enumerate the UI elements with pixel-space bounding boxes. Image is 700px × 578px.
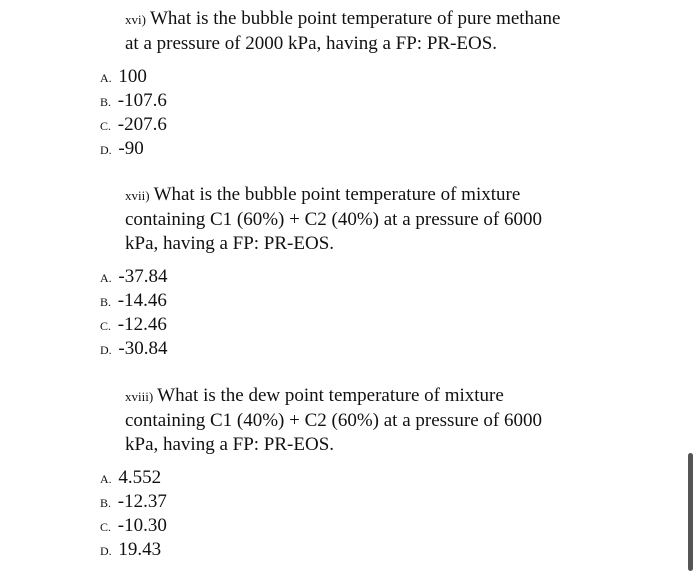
option-b[interactable]: B. -107.6 — [100, 90, 167, 111]
option-c[interactable]: C. -12.46 — [100, 314, 167, 335]
question-text — [110, 384, 630, 457]
question-text — [110, 183, 630, 256]
question-number: xviii) — [125, 389, 154, 404]
question-17 — [100, 183, 630, 359]
question-line: at a pressure of 2000 kPa, having a FP: PR-EOS. — [125, 33, 498, 54]
option-a[interactable]: A. 100 — [100, 66, 147, 87]
question-16 — [100, 7, 630, 159]
option-b[interactable]: B. -12.37 — [100, 491, 167, 512]
option-c[interactable]: C. -207.6 — [100, 114, 167, 135]
option-d[interactable]: D. -90 — [100, 138, 144, 159]
option-c[interactable]: C. -10.30 — [100, 515, 167, 536]
question-18 — [100, 384, 630, 560]
question-line: What is the dew point temperature of mixture — [157, 385, 504, 406]
question-line: What is the bubble point temperature of pure methane — [149, 8, 561, 29]
question-line: containing C1 (60%) + C2 (40%) at a pressure of 6000 — [125, 209, 543, 230]
question-line: What is the bubble point temperature of mixture — [153, 184, 521, 205]
question-number: xvi) — [125, 12, 146, 27]
scrollbar[interactable] — [688, 453, 693, 571]
option-a[interactable]: A. -37.84 — [100, 266, 168, 287]
question-line: kPa, having a FP: PR-EOS. — [125, 434, 335, 455]
question-line: containing C1 (40%) + C2 (60%) at a pressure of 6000 — [125, 410, 543, 431]
question-text — [110, 7, 630, 56]
option-a[interactable]: A. 4.552 — [100, 467, 162, 488]
question-line: kPa, having a FP: PR-EOS. — [125, 233, 335, 254]
question-number: xvii) — [125, 188, 150, 203]
option-d[interactable]: D. -30.84 — [100, 338, 168, 359]
option-b[interactable]: B. -14.46 — [100, 290, 167, 311]
option-d[interactable]: D. 19.43 — [100, 539, 162, 560]
